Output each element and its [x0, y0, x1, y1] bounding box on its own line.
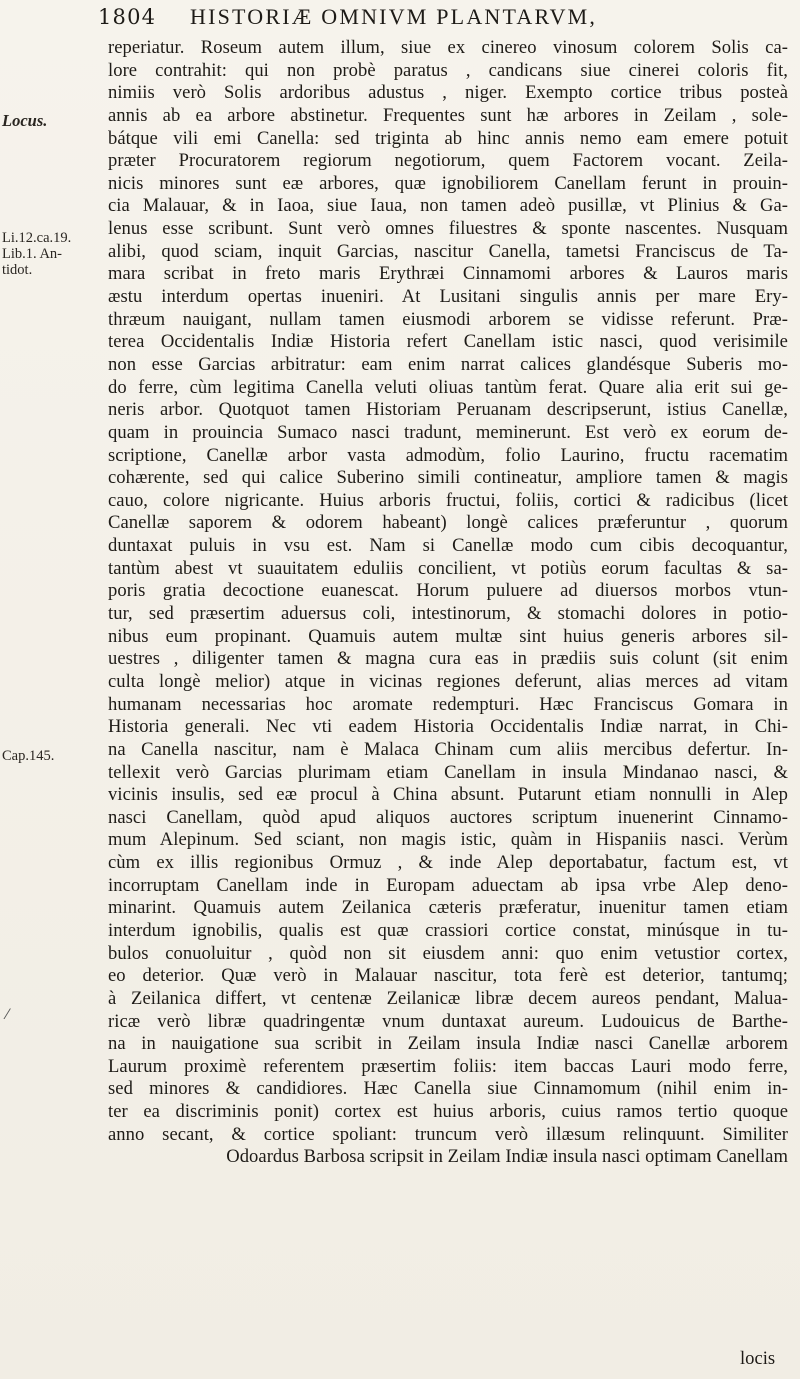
text-line: duntaxat puluis in vsu est. Nam si Canellæ modo cum cibis decoquantur, — [108, 535, 788, 557]
text-line: tantùm abest vt suauitatem eduliis concilient, vt potiùs eorum facultas & sa- — [108, 557, 788, 579]
text-line: thræum nauigant, nullam tamen eiusmodi arborem se vidisse referunt. Præ- — [108, 308, 788, 330]
text-line: na in nauigatione sua scribit in Zeilam insula Indiæ nasci Canellæ arborem — [108, 1033, 788, 1055]
text-line: minarint. Quamuis autem Zeilanica cæteris præferatur, inuenitur tamen etiam — [108, 897, 788, 919]
text-line: culta longè melior) atque in vicinas regiones deferunt, alias merces ad vitam — [108, 670, 788, 692]
text-line: lenus esse scribunt. Sunt verò omnes filuestres & sponte nascentes. Nusquam — [108, 218, 788, 240]
page-number: 1804 — [98, 5, 157, 29]
text-line: non esse Garcias arbitratur: eam enim narrat calices glandésque Suberis mo- — [108, 353, 788, 375]
text-line: lore contrahit: qui non probè paratus , candicans siue cinerei coloris fit, — [108, 59, 788, 81]
text-line: nibus eum propinant. Quamuis autem multæ sint huius generis arbores sil- — [108, 625, 788, 647]
text-line: vicinis insulis, sed eæ procul à China absunt. Putarunt etiam nonnulli in Alep — [108, 784, 788, 806]
margin-note-line: tidot. — [2, 262, 33, 278]
text-line: nasci Canellam, quòd apud aliquos auctores scriptum inuenerint Cinnamo- — [108, 806, 788, 828]
text-line: anno secant, & cortice spoliant: truncum verò illæsum relinquunt. Similiter — [108, 1123, 788, 1145]
text-line: bátque vili emi Canella: sed triginta ab hinc annis nemo eam emere potuit — [108, 127, 788, 149]
text-line: scriptione, Canellæ arbor vasta admodùm, folio Laurino, fructu racematim — [108, 444, 788, 466]
margin-mark: ⁄ — [6, 1007, 9, 1023]
text-line: Historia generali. Nec vti eadem Historia Occidentalis Indiæ narrat, in Chi- — [108, 716, 788, 738]
catchword: locis — [740, 1348, 776, 1369]
text-line: eo deterior. Quæ verò in Malauar nascitur, tota ferè est deterior, tantumq; — [108, 965, 788, 987]
text-line: humanam necessarias hoc aromate redempturi. Hæc Franciscus Gomara in — [108, 693, 788, 715]
margin-note-locus: Locus. — [2, 111, 48, 130]
text-line: reperiatur. Roseum autem illum, siue ex cinereo vinosum colorem Solis ca- — [108, 37, 788, 58]
text-line: mara scribat in freto maris Erythræi Cinnamomi arbores & Lauros maris — [108, 263, 788, 285]
text-line: poris gratia decoctione euanescat. Horum puluere ad diuersos morbos vtun- — [108, 580, 788, 602]
text-line: Laurum proximè referentem præsertim foliis: item baccas Lauri modo ferre, — [108, 1055, 788, 1077]
text-line: nimiis verò Solis ardoribus adustus , niger. Exempto cortice tribus posteà — [108, 82, 788, 104]
margin-note-line: Lib.1. An- — [2, 246, 63, 262]
text-line: cia Malauar, & in Iaoa, siue Iaua, non tamen adeò pusillæ, vt Plinius & Ga- — [108, 195, 788, 217]
text-line: tellexit verò Garcias plurimam etiam Canellam in insula Mindanao nasci, & — [108, 761, 788, 783]
text-line: ricæ verò libræ quadringentæ vnum duntaxat aureum. Ludouicus de Barthe- — [108, 1010, 788, 1032]
text-line: præter Procuratorem regiorum negotiorum, quem Factorem vocant. Zeila- — [108, 150, 788, 172]
text-line: cohærente, sed qui calice Suberino simili contineatur, ampliore tamen & magis — [108, 467, 788, 489]
text-line: ter ea discriminis ponit) cortex est huius arboris, cuius ramos tertio quoque — [108, 1101, 788, 1123]
body-text — [108, 37, 788, 1169]
margin-note-line: Li.12.ca.19. — [2, 230, 72, 246]
text-line: Odoardus Barbosa scripsit in Zeilam Indiæ insula nasci optimam Canellam — [226, 1146, 788, 1168]
text-line: tur, sed præsertim aduersus coli, intestinorum, & stomachi dolores in potio- — [108, 603, 788, 625]
text-line: mum Alepinum. Sed sciant, non magis istic, quàm in Hispaniis nasci. Verùm — [108, 829, 788, 851]
text-line: alibi, quod sciam, inquit Garcias, nascitur Canella, tametsi Franciscus de Ta- — [108, 240, 788, 262]
text-line: æstu interdum opertas inueniri. At Lusitani singulis annis per mare Ery- — [108, 286, 788, 308]
text-line: bulos conuoluitur , quòd non sit eiusdem anni: quo enim vetustior cortex, — [108, 942, 788, 964]
text-line: annis ab ea arbore abstinetur. Frequentes sunt hæ arbores in Zeilam , sole- — [108, 104, 788, 126]
margin-note-chapter: Cap.145. — [2, 748, 55, 764]
running-header — [98, 4, 788, 34]
text-line: na Canella nascitur, nam è Malaca Chinam cum aliis mercibus defertur. In- — [108, 738, 788, 760]
text-line: à Zeilanica differt, vt centenæ Zeilanicæ libræ decem aureos pendant, Malua- — [108, 987, 788, 1009]
text-line: incorruptam Canellam inde in Europam aduectam ab ipsa vrbe Alep deno- — [108, 874, 788, 896]
text-line: Canellæ saporem & odorem habeant) longè calices præferuntur , quorum — [108, 512, 788, 534]
text-line: interdum ignobilis, qualis est quæ crassiori cortice constat, minúsque in tu- — [108, 919, 788, 941]
running-title: HISTORIÆ OMNIVM PLANTARVM, — [190, 4, 598, 29]
text-line: nicis minores sunt eæ arbores, quæ ignobiliorem Canellam ferunt in prouin- — [108, 172, 788, 194]
text-line: cùm ex illis regionibus Ormuz , & inde Alep deportabatur, factum est, vt — [108, 852, 788, 874]
text-line: uestres , diligenter tamen & magna cura eas in prædiis suis colunt (sit enim — [108, 648, 788, 670]
text-line: do ferre, cùm legitima Canella veluti oliuas tantùm ferat. Quare alia erit sui ge- — [108, 376, 788, 398]
text-line: quam in prouincia Sumaco nasci tradunt, meminerunt. Est verò ex eorum de- — [108, 421, 788, 443]
margin-note-reference — [2, 230, 102, 278]
text-line: terea Occidentalis Indiæ Historia refert Canellam istic nasci, quod verisimile — [108, 331, 788, 353]
text-line: cauo, colore nigricante. Huius arboris fructui, foliis, cortici & radicibus (licet — [108, 489, 788, 511]
text-line: neris arbor. Quotquot tamen Historiam Peruanam descripserunt, istius Canellæ, — [108, 399, 788, 421]
text-line: sed minores & candidiores. Hæc Canella siue Cinnamomum (nihil enim in- — [108, 1078, 788, 1100]
